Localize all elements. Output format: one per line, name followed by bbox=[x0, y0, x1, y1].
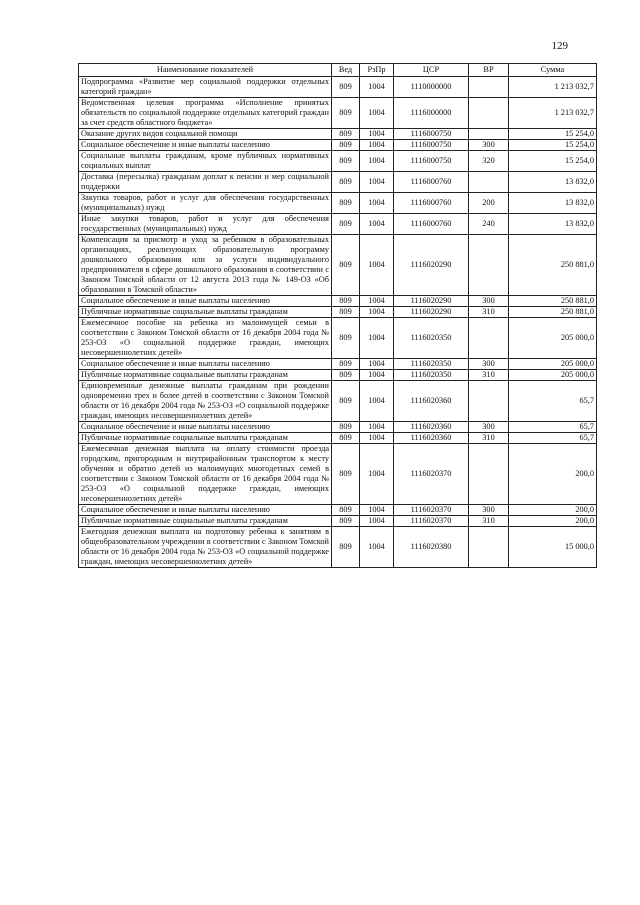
row-name: Социальное обеспечение и иные выплаты населению bbox=[79, 359, 332, 370]
row-name: Публичные нормативные социальные выплаты гражданам bbox=[79, 516, 332, 527]
table-row bbox=[79, 359, 597, 370]
row-csr: 1116000760 bbox=[394, 214, 469, 235]
row-ved: 809 bbox=[332, 433, 360, 444]
row-csr: 1116020290 bbox=[394, 235, 469, 296]
row-rzpr: 1004 bbox=[360, 444, 394, 505]
row-rzpr: 1004 bbox=[360, 235, 394, 296]
row-ved: 809 bbox=[332, 172, 360, 193]
row-rzpr: 1004 bbox=[360, 381, 394, 422]
row-ved: 809 bbox=[332, 422, 360, 433]
row-sum: 15 000,0 bbox=[509, 527, 597, 568]
table-row bbox=[79, 527, 597, 568]
row-vr: 310 bbox=[469, 307, 509, 318]
row-sum: 13 832,0 bbox=[509, 214, 597, 235]
row-vr bbox=[469, 527, 509, 568]
row-name: Публичные нормативные социальные выплаты гражданам bbox=[79, 433, 332, 444]
row-rzpr: 1004 bbox=[360, 77, 394, 98]
row-vr: 310 bbox=[469, 433, 509, 444]
table-row bbox=[79, 307, 597, 318]
row-name: Социальное обеспечение и иные выплаты населению bbox=[79, 422, 332, 433]
row-vr: 300 bbox=[469, 359, 509, 370]
row-ved: 809 bbox=[332, 77, 360, 98]
row-csr: 1116020360 bbox=[394, 433, 469, 444]
row-vr: 240 bbox=[469, 214, 509, 235]
row-name: Социальные выплаты гражданам, кроме публичных нормативных социальных выплат bbox=[79, 151, 332, 172]
row-rzpr: 1004 bbox=[360, 214, 394, 235]
row-name: Ежемесячное пособие на ребенка из малоимущей семьи в соответствии с Законом Томской области от 16 декабря 2004 года № 253-ОЗ «О социальной поддержке граждан, имеющих несовершеннолетних детей» bbox=[79, 318, 332, 359]
row-ved: 809 bbox=[332, 296, 360, 307]
row-ved: 809 bbox=[332, 140, 360, 151]
row-rzpr: 1004 bbox=[360, 307, 394, 318]
row-csr: 1116020370 bbox=[394, 444, 469, 505]
table-row bbox=[79, 172, 597, 193]
row-rzpr: 1004 bbox=[360, 140, 394, 151]
table-row bbox=[79, 296, 597, 307]
row-ved: 809 bbox=[332, 370, 360, 381]
row-ved: 809 bbox=[332, 151, 360, 172]
table-row bbox=[79, 214, 597, 235]
row-sum: 200,0 bbox=[509, 444, 597, 505]
row-sum: 200,0 bbox=[509, 505, 597, 516]
row-name: Ведомственная целевая программа «Исполнение принятых обязательств по социальной поддержке отдельных категорий граждан за счет средств областного бюджета» bbox=[79, 98, 332, 129]
header-ved: Вед bbox=[332, 64, 360, 77]
row-csr: 1116020350 bbox=[394, 370, 469, 381]
row-vr: 300 bbox=[469, 296, 509, 307]
row-csr: 1116000750 bbox=[394, 140, 469, 151]
header-sum: Сумма bbox=[509, 64, 597, 77]
table-header-row bbox=[79, 64, 597, 77]
row-vr: 310 bbox=[469, 370, 509, 381]
row-ved: 809 bbox=[332, 307, 360, 318]
row-rzpr: 1004 bbox=[360, 422, 394, 433]
header-csr: ЦСР bbox=[394, 64, 469, 77]
row-csr: 1116020350 bbox=[394, 318, 469, 359]
row-csr: 1116000750 bbox=[394, 151, 469, 172]
row-csr: 1116000000 bbox=[394, 98, 469, 129]
row-sum: 15 254,0 bbox=[509, 129, 597, 140]
row-rzpr: 1004 bbox=[360, 527, 394, 568]
row-vr bbox=[469, 77, 509, 98]
row-rzpr: 1004 bbox=[360, 516, 394, 527]
table-row bbox=[79, 140, 597, 151]
row-ved: 809 bbox=[332, 235, 360, 296]
table-row bbox=[79, 516, 597, 527]
budget-table bbox=[78, 63, 597, 568]
row-vr: 320 bbox=[469, 151, 509, 172]
row-csr: 1116000760 bbox=[394, 172, 469, 193]
row-rzpr: 1004 bbox=[360, 318, 394, 359]
row-csr: 1116020360 bbox=[394, 422, 469, 433]
row-name: Иные закупки товаров, работ и услуг для обеспечения государственных (муниципальных) нужд bbox=[79, 214, 332, 235]
table-row bbox=[79, 381, 597, 422]
row-ved: 809 bbox=[332, 516, 360, 527]
row-name: Подпрограмма «Развитие мер социальной поддержки отдельных категорий граждан» bbox=[79, 77, 332, 98]
row-sum: 250 881,0 bbox=[509, 307, 597, 318]
table-row bbox=[79, 151, 597, 172]
row-csr: 1116020360 bbox=[394, 381, 469, 422]
row-vr bbox=[469, 381, 509, 422]
row-sum: 15 254,0 bbox=[509, 140, 597, 151]
row-sum: 1 213 032,7 bbox=[509, 77, 597, 98]
row-csr: 1116020350 bbox=[394, 359, 469, 370]
row-csr: 1116020290 bbox=[394, 296, 469, 307]
row-name: Оказание других видов социальной помощи bbox=[79, 129, 332, 140]
row-rzpr: 1004 bbox=[360, 98, 394, 129]
row-csr: 1116000760 bbox=[394, 193, 469, 214]
row-vr bbox=[469, 235, 509, 296]
row-name: Ежегодная денежная выплата на подготовку ребенка к занятиям в общеобразовательном учреждении в соответствии с Законом Томской области от 16 декабря 2004 года № 253-ОЗ «О социальной поддержке граждан, имеющих несовершеннолетних детей» bbox=[79, 527, 332, 568]
table-row bbox=[79, 370, 597, 381]
row-vr: 310 bbox=[469, 516, 509, 527]
row-rzpr: 1004 bbox=[360, 129, 394, 140]
row-name: Социальное обеспечение и иные выплаты населению bbox=[79, 140, 332, 151]
row-csr: 1116000750 bbox=[394, 129, 469, 140]
row-vr: 300 bbox=[469, 422, 509, 433]
row-name: Доставка (пересылка) гражданам доплат к пенсии и мер социальной поддержки bbox=[79, 172, 332, 193]
row-sum: 13 832,0 bbox=[509, 193, 597, 214]
table-row bbox=[79, 433, 597, 444]
header-rzpr: РзПр bbox=[360, 64, 394, 77]
row-rzpr: 1004 bbox=[360, 193, 394, 214]
page-number: 129 bbox=[551, 40, 568, 52]
row-name: Ежемесячная денежная выплата на оплату стоимости проезда городским, пригородным и внутрирайонным транспортом к месту обучения и обратно детей из малоимущих многодетных семей в соответствии с Законом Томской области от 16 декабря 2004 года № 253-ОЗ «О социальной поддержке граждан, имеющих несовершеннолетних детей» bbox=[79, 444, 332, 505]
row-name: Закупка товаров, работ и услуг для обеспечения государственных (муниципальных) нужд bbox=[79, 193, 332, 214]
row-csr: 1116020380 bbox=[394, 527, 469, 568]
table-row bbox=[79, 444, 597, 505]
row-ved: 809 bbox=[332, 318, 360, 359]
row-vr bbox=[469, 318, 509, 359]
row-ved: 809 bbox=[332, 129, 360, 140]
row-vr bbox=[469, 172, 509, 193]
row-name: Публичные нормативные социальные выплаты гражданам bbox=[79, 370, 332, 381]
table-row bbox=[79, 193, 597, 214]
row-sum: 250 881,0 bbox=[509, 235, 597, 296]
row-vr bbox=[469, 129, 509, 140]
row-ved: 809 bbox=[332, 381, 360, 422]
row-csr: 1116020370 bbox=[394, 516, 469, 527]
table-row bbox=[79, 505, 597, 516]
row-name: Компенсация за присмотр и уход за ребенком в образовательных организациях, реализующих образовательную программу дошкольного образования или за услуги индивидуального предпринимателя в сфере дошкольного образования в соответствии с Законом Томской области от 12 августа 2013 года № 149-ОЗ «Об образовании в Томской области» bbox=[79, 235, 332, 296]
row-name: Социальное обеспечение и иные выплаты населению bbox=[79, 296, 332, 307]
row-vr: 300 bbox=[469, 140, 509, 151]
row-sum: 1 213 032,7 bbox=[509, 98, 597, 129]
row-name: Публичные нормативные социальные выплаты гражданам bbox=[79, 307, 332, 318]
row-rzpr: 1004 bbox=[360, 370, 394, 381]
row-name: Единовременные денежные выплаты гражданам при рождении одновременно трех и более детей в соответствии с Законом Томской области от 16 декабря 2004 года № 253-ОЗ «О социальной поддержке граждан, имеющих несовершеннолетних детей» bbox=[79, 381, 332, 422]
row-vr bbox=[469, 444, 509, 505]
row-sum: 205 000,0 bbox=[509, 318, 597, 359]
table-row bbox=[79, 422, 597, 433]
row-sum: 250 881,0 bbox=[509, 296, 597, 307]
row-rzpr: 1004 bbox=[360, 296, 394, 307]
row-sum: 65,7 bbox=[509, 381, 597, 422]
row-sum: 205 000,0 bbox=[509, 359, 597, 370]
row-ved: 809 bbox=[332, 193, 360, 214]
row-sum: 13 832,0 bbox=[509, 172, 597, 193]
row-csr: 1116020370 bbox=[394, 505, 469, 516]
row-vr: 200 bbox=[469, 193, 509, 214]
row-csr: 1116020290 bbox=[394, 307, 469, 318]
row-sum: 15 254,0 bbox=[509, 151, 597, 172]
row-sum: 65,7 bbox=[509, 422, 597, 433]
table-row bbox=[79, 235, 597, 296]
table-row bbox=[79, 318, 597, 359]
row-sum: 65,7 bbox=[509, 433, 597, 444]
row-rzpr: 1004 bbox=[360, 151, 394, 172]
row-ved: 809 bbox=[332, 98, 360, 129]
row-name: Социальное обеспечение и иные выплаты населению bbox=[79, 505, 332, 516]
row-ved: 809 bbox=[332, 505, 360, 516]
header-name: Наименование показателей bbox=[79, 64, 332, 77]
table-body bbox=[79, 77, 597, 568]
row-ved: 809 bbox=[332, 527, 360, 568]
row-sum: 205 000,0 bbox=[509, 370, 597, 381]
row-rzpr: 1004 bbox=[360, 505, 394, 516]
row-rzpr: 1004 bbox=[360, 433, 394, 444]
row-vr: 300 bbox=[469, 505, 509, 516]
row-ved: 809 bbox=[332, 359, 360, 370]
row-sum: 200,0 bbox=[509, 516, 597, 527]
table-row bbox=[79, 77, 597, 98]
row-ved: 809 bbox=[332, 444, 360, 505]
row-rzpr: 1004 bbox=[360, 359, 394, 370]
table-row bbox=[79, 129, 597, 140]
row-csr: 1110000000 bbox=[394, 77, 469, 98]
row-vr bbox=[469, 98, 509, 129]
table-row bbox=[79, 98, 597, 129]
row-rzpr: 1004 bbox=[360, 172, 394, 193]
row-ved: 809 bbox=[332, 214, 360, 235]
header-vr: ВР bbox=[469, 64, 509, 77]
